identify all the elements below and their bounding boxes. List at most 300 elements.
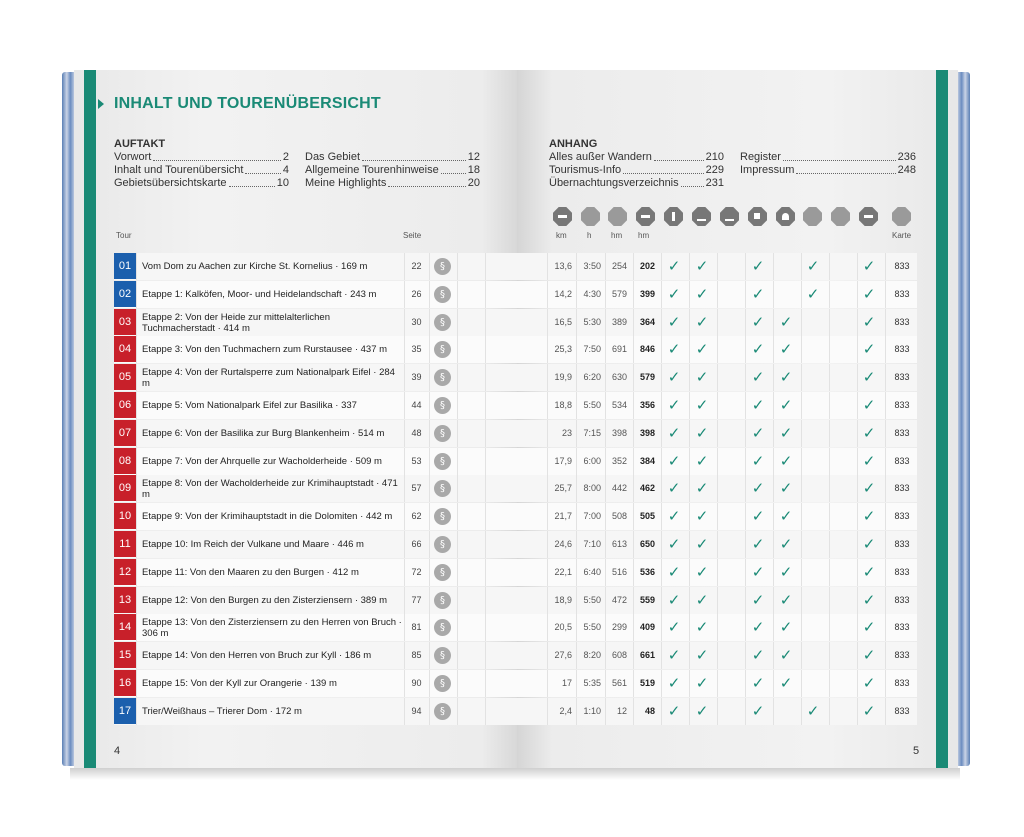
check-icon: ✓	[779, 340, 793, 358]
check-icon: ✓	[667, 591, 681, 609]
column-divider	[485, 420, 486, 447]
column-divider	[457, 559, 458, 586]
column-divider	[829, 281, 830, 308]
tour-km: 14,2	[554, 289, 572, 299]
column-divider	[457, 475, 458, 502]
column-divider	[857, 670, 858, 697]
column-divider	[773, 531, 774, 558]
check-icon: ✓	[695, 507, 709, 525]
check-icon: ✓	[695, 535, 709, 553]
column-divider	[857, 309, 858, 336]
check-icon: ✓	[806, 702, 820, 720]
toc-entry	[549, 151, 724, 164]
toc-label: Register	[740, 151, 781, 163]
column-divider	[661, 281, 662, 308]
page-title: INHALT UND TOURENÜBERSICHT	[114, 95, 381, 112]
anhang-col2	[740, 151, 916, 177]
column-divider	[773, 698, 774, 725]
column-divider	[773, 392, 774, 419]
check-icon: ✓	[751, 285, 765, 303]
tour-number: 15	[114, 642, 136, 668]
check-icon: ✓	[751, 702, 765, 720]
check-icon: ✓	[695, 396, 709, 414]
tour-hours: 5:35	[583, 678, 601, 688]
auftakt-col2	[305, 151, 480, 190]
check-icon: ✓	[695, 452, 709, 470]
column-divider	[857, 475, 858, 502]
column-divider	[885, 670, 886, 697]
column-divider	[773, 559, 774, 586]
column-divider	[689, 281, 690, 308]
column-divider	[773, 364, 774, 391]
column-divider	[773, 614, 774, 641]
column-divider	[717, 420, 718, 447]
column-divider	[689, 392, 690, 419]
column-divider	[136, 475, 137, 502]
toc-leader	[654, 151, 704, 161]
column-divider	[485, 392, 486, 419]
column-divider	[457, 614, 458, 641]
tour-km: 18,9	[554, 595, 572, 605]
column-divider	[857, 336, 858, 363]
tour-number: 04	[114, 336, 136, 362]
tour-hm-down: 398	[639, 428, 655, 438]
route-icon: §	[434, 369, 451, 386]
check-icon: ✓	[779, 368, 793, 386]
tour-name: Trier/Weißhaus – Trierer Dom · 172 m	[142, 706, 302, 717]
column-divider	[429, 642, 430, 669]
column-divider	[885, 475, 886, 502]
tour-page: 53	[411, 456, 422, 466]
tour-page: 85	[411, 650, 422, 660]
column-divider	[429, 559, 430, 586]
column-divider	[485, 475, 486, 502]
check-icon: ✓	[695, 340, 709, 358]
check-icon: ✓	[862, 285, 876, 303]
check-icon: ✓	[667, 646, 681, 664]
tour-number: 10	[114, 503, 136, 529]
column-divider	[689, 364, 690, 391]
column-divider	[857, 587, 858, 614]
check-icon: ✓	[667, 424, 681, 442]
check-icon: ✓	[862, 396, 876, 414]
toc-entry	[305, 151, 480, 164]
col-seite: Seite	[403, 231, 422, 240]
column-divider	[885, 364, 886, 391]
check-icon: ✓	[779, 674, 793, 692]
tour-hours: 5:50	[583, 595, 601, 605]
column-divider	[689, 420, 690, 447]
route-icon: §	[434, 286, 451, 303]
tour-hm-down: 559	[639, 595, 655, 605]
col-karte: Karte	[892, 231, 912, 240]
column-divider	[885, 559, 886, 586]
column-divider	[661, 531, 662, 558]
check-icon: ✓	[862, 313, 876, 331]
column-divider	[689, 336, 690, 363]
tour-number: 01	[114, 253, 136, 279]
tour-page: 77	[411, 595, 422, 605]
check-icon: ✓	[667, 563, 681, 581]
tour-number: 07	[114, 420, 136, 446]
tour-hm-up: 472	[611, 595, 627, 605]
column-divider	[136, 642, 137, 669]
check-icon: ✓	[667, 618, 681, 636]
title-arrow-icon	[98, 99, 104, 109]
column-divider	[136, 281, 137, 308]
check-icon: ✓	[667, 452, 681, 470]
tour-hours: 3:50	[583, 261, 601, 271]
column-divider	[717, 281, 718, 308]
tour-hours: 6:40	[583, 567, 601, 577]
column-divider	[745, 420, 746, 447]
tour-name: Etappe 8: Von der Wacholderheide zur Krimihauptstadt · 471 m	[142, 477, 398, 500]
tour-name: Etappe 10: Im Reich der Vulkane und Maare · 446 m	[142, 539, 364, 550]
tour-hours: 6:20	[583, 372, 601, 382]
column-divider	[885, 392, 886, 419]
tour-map: 833	[894, 344, 910, 354]
column-divider	[485, 336, 486, 363]
column-divider	[429, 253, 430, 280]
column-divider	[801, 364, 802, 391]
toc-page: 248	[897, 164, 916, 176]
tour-map: 833	[894, 428, 910, 438]
col-km: km	[556, 231, 567, 240]
tour-map: 833	[894, 706, 910, 716]
column-divider	[829, 392, 830, 419]
column-divider	[689, 503, 690, 530]
check-icon: ✓	[751, 368, 765, 386]
tour-number: 11	[114, 531, 136, 557]
column-divider	[485, 698, 486, 725]
column-divider	[485, 614, 486, 641]
check-icon: ✓	[667, 479, 681, 497]
column-divider	[485, 642, 486, 669]
column-divider	[429, 281, 430, 308]
toc-entry	[114, 177, 289, 190]
tour-number: 08	[114, 448, 136, 474]
tour-hours: 7:15	[583, 428, 601, 438]
column-divider	[773, 503, 774, 530]
tour-number: 03	[114, 309, 136, 335]
column-divider	[717, 503, 718, 530]
check-icon: ✓	[779, 618, 793, 636]
check-icon: ✓	[751, 591, 765, 609]
column-divider	[885, 281, 886, 308]
check-icon: ✓	[862, 452, 876, 470]
tour-km: 17,9	[554, 456, 572, 466]
toc-leader	[623, 164, 704, 174]
check-icon: ✓	[751, 424, 765, 442]
tour-hm-up: 630	[611, 372, 627, 382]
tour-hours: 4:30	[583, 289, 601, 299]
check-icon: ✓	[862, 591, 876, 609]
toc-label: Allgemeine Tourenhinweise	[305, 164, 439, 176]
check-icon: ✓	[862, 479, 876, 497]
tour-km: 20,5	[554, 622, 572, 632]
toc-entry	[305, 177, 480, 190]
tour-map: 833	[894, 678, 910, 688]
column-divider	[885, 448, 886, 475]
page-number-left: 4	[114, 745, 121, 757]
column-divider	[885, 614, 886, 641]
page-edge-right	[958, 72, 970, 766]
toc-label: Gebietsübersichtskarte	[114, 177, 227, 189]
anhang-heading: ANHANG	[549, 138, 598, 150]
column-divider	[857, 364, 858, 391]
toc-page: 236	[897, 151, 916, 163]
column-divider	[136, 253, 137, 280]
column-divider	[773, 420, 774, 447]
check-icon: ✓	[667, 257, 681, 275]
column-divider	[857, 614, 858, 641]
column-divider	[485, 253, 486, 280]
check-icon: ✓	[667, 396, 681, 414]
toc-entry	[305, 164, 480, 177]
toc-leader	[796, 164, 895, 174]
column-divider	[136, 503, 137, 530]
column-divider	[829, 614, 830, 641]
column-divider	[429, 698, 430, 725]
column-divider	[885, 336, 886, 363]
tour-hours: 5:50	[583, 400, 601, 410]
tour-hours: 5:30	[583, 317, 601, 327]
route-icon: §	[434, 703, 451, 720]
check-icon: ✓	[695, 618, 709, 636]
column-divider	[689, 670, 690, 697]
tour-hm-up: 442	[611, 483, 627, 493]
col-tour: Tour	[116, 231, 132, 240]
column-divider	[689, 587, 690, 614]
column-divider	[429, 392, 430, 419]
check-icon: ✓	[862, 257, 876, 275]
toc-label: Impressum	[740, 164, 795, 176]
column-divider	[689, 614, 690, 641]
column-divider	[136, 364, 137, 391]
tour-name: Etappe 3: Von den Tuchmachern zum Rurstausee · 437 m	[142, 344, 388, 355]
column-divider	[745, 309, 746, 336]
toc-entry	[114, 151, 289, 164]
column-divider	[745, 587, 746, 614]
column-divider	[829, 559, 830, 586]
column-divider	[429, 503, 430, 530]
route-icon: §	[434, 592, 451, 609]
check-icon: ✓	[862, 424, 876, 442]
toc-leader	[229, 177, 275, 187]
column-divider	[689, 559, 690, 586]
tour-hm-down: 48	[644, 706, 655, 716]
column-divider	[136, 336, 137, 363]
tour-page: 39	[411, 372, 422, 382]
column-divider	[773, 336, 774, 363]
column-divider	[136, 559, 137, 586]
tour-hm-down: 364	[639, 317, 655, 327]
tour-km: 16,5	[554, 317, 572, 327]
column-divider	[717, 559, 718, 586]
toc-page: 18	[467, 164, 480, 176]
column-divider	[689, 448, 690, 475]
tour-name: Etappe 11: Von den Maaren zu den Burgen · 412 m	[142, 567, 359, 578]
column-divider	[801, 253, 802, 280]
tour-map: 833	[894, 317, 910, 327]
tour-hm-up: 254	[611, 261, 627, 271]
check-icon: ✓	[779, 507, 793, 525]
tour-hm-up: 534	[611, 400, 627, 410]
column-divider	[773, 475, 774, 502]
tour-map: 833	[894, 456, 910, 466]
tour-name: Etappe 13: Von den Zisterziensern zu den Herren von Bruch · 306 m	[142, 616, 402, 639]
tour-name: Etappe 5: Vom Nationalpark Eifel zur Basilika · 337	[142, 400, 357, 411]
column-divider	[429, 364, 430, 391]
tour-hm-down: 661	[639, 650, 655, 660]
column-divider	[485, 503, 486, 530]
left-accent-stripe	[84, 70, 96, 768]
column-divider	[457, 531, 458, 558]
tour-map: 833	[894, 400, 910, 410]
column-divider	[801, 309, 802, 336]
check-icon: ✓	[751, 535, 765, 553]
column-divider	[717, 392, 718, 419]
check-icon: ✓	[779, 313, 793, 331]
tour-number: 13	[114, 587, 136, 613]
tour-page: 57	[411, 483, 422, 493]
column-divider	[689, 309, 690, 336]
column-divider	[885, 253, 886, 280]
column-divider	[857, 253, 858, 280]
book-shadow	[70, 768, 960, 780]
toc-page: 4	[282, 164, 289, 176]
tour-name: Etappe 14: Von den Herren von Bruch zur Kyll · 186 m	[142, 650, 372, 661]
anhang-col1	[549, 151, 724, 190]
route-icon: §	[434, 647, 451, 664]
toc-label: Vorwort	[114, 151, 152, 163]
check-icon: ✓	[779, 396, 793, 414]
column-divider	[885, 531, 886, 558]
check-icon: ✓	[695, 591, 709, 609]
column-divider	[717, 531, 718, 558]
column-divider	[717, 448, 718, 475]
route-icon: §	[434, 425, 451, 442]
tour-hm-down: 409	[639, 622, 655, 632]
tour-page: 90	[411, 678, 422, 688]
column-divider	[801, 336, 802, 363]
check-icon: ✓	[779, 535, 793, 553]
column-divider	[429, 448, 430, 475]
tour-page: 66	[411, 539, 422, 549]
column-divider	[661, 614, 662, 641]
tour-hours: 7:00	[583, 511, 601, 521]
column-divider	[829, 475, 830, 502]
tour-hm-up: 352	[611, 456, 627, 466]
column-divider	[457, 253, 458, 280]
page-edge-left	[62, 72, 74, 766]
tour-name: Etappe 9: Von der Krimihauptstadt in die Dolomiten · 442 m	[142, 511, 393, 522]
column-divider	[717, 253, 718, 280]
column-divider	[801, 448, 802, 475]
column-divider	[689, 475, 690, 502]
tour-hm-up: 299	[611, 622, 627, 632]
check-icon: ✓	[862, 368, 876, 386]
tour-number: 12	[114, 559, 136, 585]
check-icon: ✓	[695, 285, 709, 303]
column-divider	[689, 253, 690, 280]
column-divider	[661, 587, 662, 614]
tour-hours: 8:00	[583, 483, 601, 493]
column-divider	[457, 642, 458, 669]
tour-hm-up: 12	[616, 706, 627, 716]
column-divider	[745, 336, 746, 363]
column-divider	[745, 614, 746, 641]
tour-page: 35	[411, 344, 422, 354]
page-number-right: 5	[913, 745, 920, 757]
toc-label: Übernachtungsverzeichnis	[549, 177, 679, 189]
tour-page: 26	[411, 289, 422, 299]
tour-number: 17	[114, 698, 136, 724]
tour-hours: 5:50	[583, 622, 601, 632]
toc-label: Das Gebiet	[305, 151, 361, 163]
tour-name: Vom Dom zu Aachen zur Kirche St. Kornelius · 169 m	[142, 261, 368, 272]
tour-km: 23	[561, 428, 572, 438]
route-icon: §	[434, 453, 451, 470]
tour-name: Etappe 1: Kalköfen, Moor- und Heidelandschaft · 243 m	[142, 289, 377, 300]
tour-hm-down: 384	[639, 456, 655, 466]
column-divider	[801, 281, 802, 308]
check-icon: ✓	[751, 674, 765, 692]
column-divider	[857, 281, 858, 308]
toc-page: 231	[705, 177, 724, 189]
column-divider	[717, 642, 718, 669]
check-icon: ✓	[862, 507, 876, 525]
column-divider	[745, 392, 746, 419]
check-icon: ✓	[667, 313, 681, 331]
column-divider	[801, 587, 802, 614]
right-accent-stripe	[936, 70, 948, 768]
tour-page: 94	[411, 706, 422, 716]
column-divider	[485, 531, 486, 558]
check-icon: ✓	[751, 479, 765, 497]
column-divider	[745, 559, 746, 586]
check-icon: ✓	[862, 340, 876, 358]
route-icon: §	[434, 341, 451, 358]
tour-map: 833	[894, 289, 910, 299]
check-icon: ✓	[779, 452, 793, 470]
toc-entry	[549, 177, 724, 190]
tour-hm-up: 516	[611, 567, 627, 577]
tour-km: 27,6	[554, 650, 572, 660]
column-divider	[485, 587, 486, 614]
tour-km: 24,6	[554, 539, 572, 549]
column-divider	[801, 670, 802, 697]
column-divider	[457, 364, 458, 391]
toc-page: 20	[467, 177, 480, 189]
tour-map: 833	[894, 539, 910, 549]
toc-leader	[783, 151, 896, 161]
column-divider	[801, 420, 802, 447]
column-divider	[857, 698, 858, 725]
column-divider	[773, 281, 774, 308]
toc-page: 10	[276, 177, 289, 189]
column-divider	[661, 642, 662, 669]
route-icon: §	[434, 397, 451, 414]
check-icon: ✓	[862, 646, 876, 664]
tour-map: 833	[894, 622, 910, 632]
column-divider	[745, 281, 746, 308]
column-divider	[429, 420, 430, 447]
column-divider	[801, 698, 802, 725]
tour-name: Etappe 6: Von der Basilika zur Burg Blankenheim · 514 m	[142, 428, 385, 439]
check-icon: ✓	[779, 646, 793, 664]
tour-hm-down: 519	[639, 678, 655, 688]
